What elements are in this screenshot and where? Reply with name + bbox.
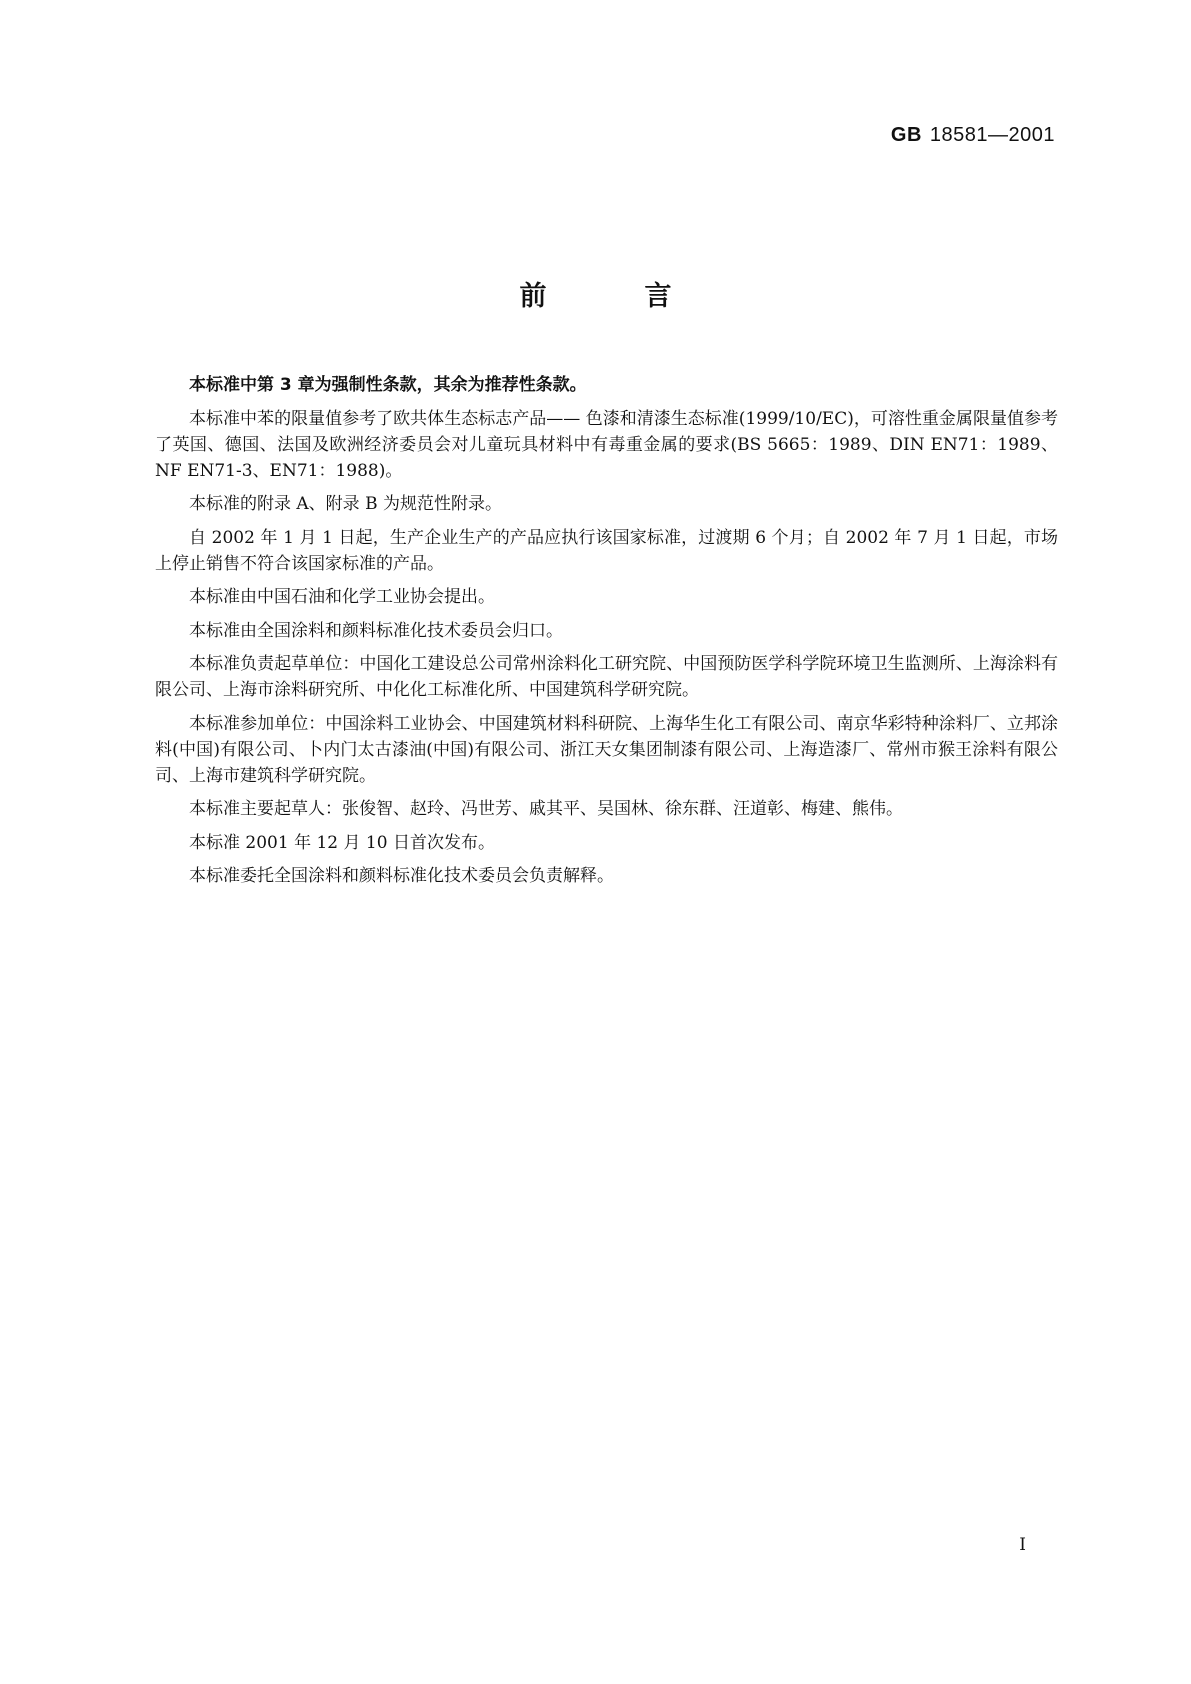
foreword-body (155, 372, 1058, 897)
paragraph-mandatory-clauses: 本标准中第 3 章为强制性条款，其余为推荐性条款。 (189, 375, 587, 395)
paragraph-centralized-by: 本标准由全国涂料和颜料标准化技术委员会归口。 (189, 620, 563, 641)
paragraph-effective-date: 自 2002 年 1 月 1 日起，生产企业生产的产品应执行该国家标准，过渡期 6 个月；自 2002 年 7 月 1 日起，市场上停止销售不符合该国家标准的产品。 (155, 527, 1058, 574)
paragraph-references: 本标准中苯的限量值参考了欧共体生态标志产品—— 色漆和清漆生态标准(1999/10/EC)，可溶性重金属限量值参考了英国、德国、法国及欧洲经济委员会对儿童玩具材料中有毒重金属的要求(BS 5665：1989、DIN EN71：1989、NF EN71-3、EN71：1988)。 (155, 408, 1058, 481)
standard-code: 18581—2001 (929, 124, 1055, 146)
paragraph-appendices: 本标准的附录 A、附录 B 为规范性附录。 (189, 494, 502, 514)
paragraph-drafting-units: 本标准负责起草单位：中国化工建设总公司常州涂料化工研究院、中国预防医学科学院环境卫生监测所、上海涂料有限公司、上海市涂料研究所、中化化工标准化所、中国建筑科学研究院。 (155, 654, 1058, 700)
standard-number (891, 124, 1055, 147)
page-title: 前言 (519, 281, 770, 312)
paragraph-proposed-by: 本标准由中国石油和化学工业协会提出。 (189, 587, 495, 607)
paragraph-first-release: 本标准 2001 年 12 月 10 日首次发布。 (189, 832, 495, 853)
paragraph-interpretation: 本标准委托全国涂料和颜料标准化技术委员会负责解释。 (189, 866, 614, 886)
page-number: I (1019, 1535, 1026, 1555)
paragraph-main-drafters: 本标准主要起草人：张俊智、赵玲、冯世芳、戚其平、吴国林、徐东群、汪道彰、梅建、熊伟。 (189, 799, 903, 819)
standard-prefix: GB (890, 124, 922, 146)
paragraph-participating-units: 本标准参加单位：中国涂料工业协会、中国建筑材料科研院、上海华生化工有限公司、南京华彩特种涂料厂、立邦涂料(中国)有限公司、卜内门太古漆油(中国)有限公司、浙江天女集团制漆有限公司、上海造漆厂、常州市猴王涂料有限公司、上海市建筑科学研究院。 (155, 713, 1058, 786)
